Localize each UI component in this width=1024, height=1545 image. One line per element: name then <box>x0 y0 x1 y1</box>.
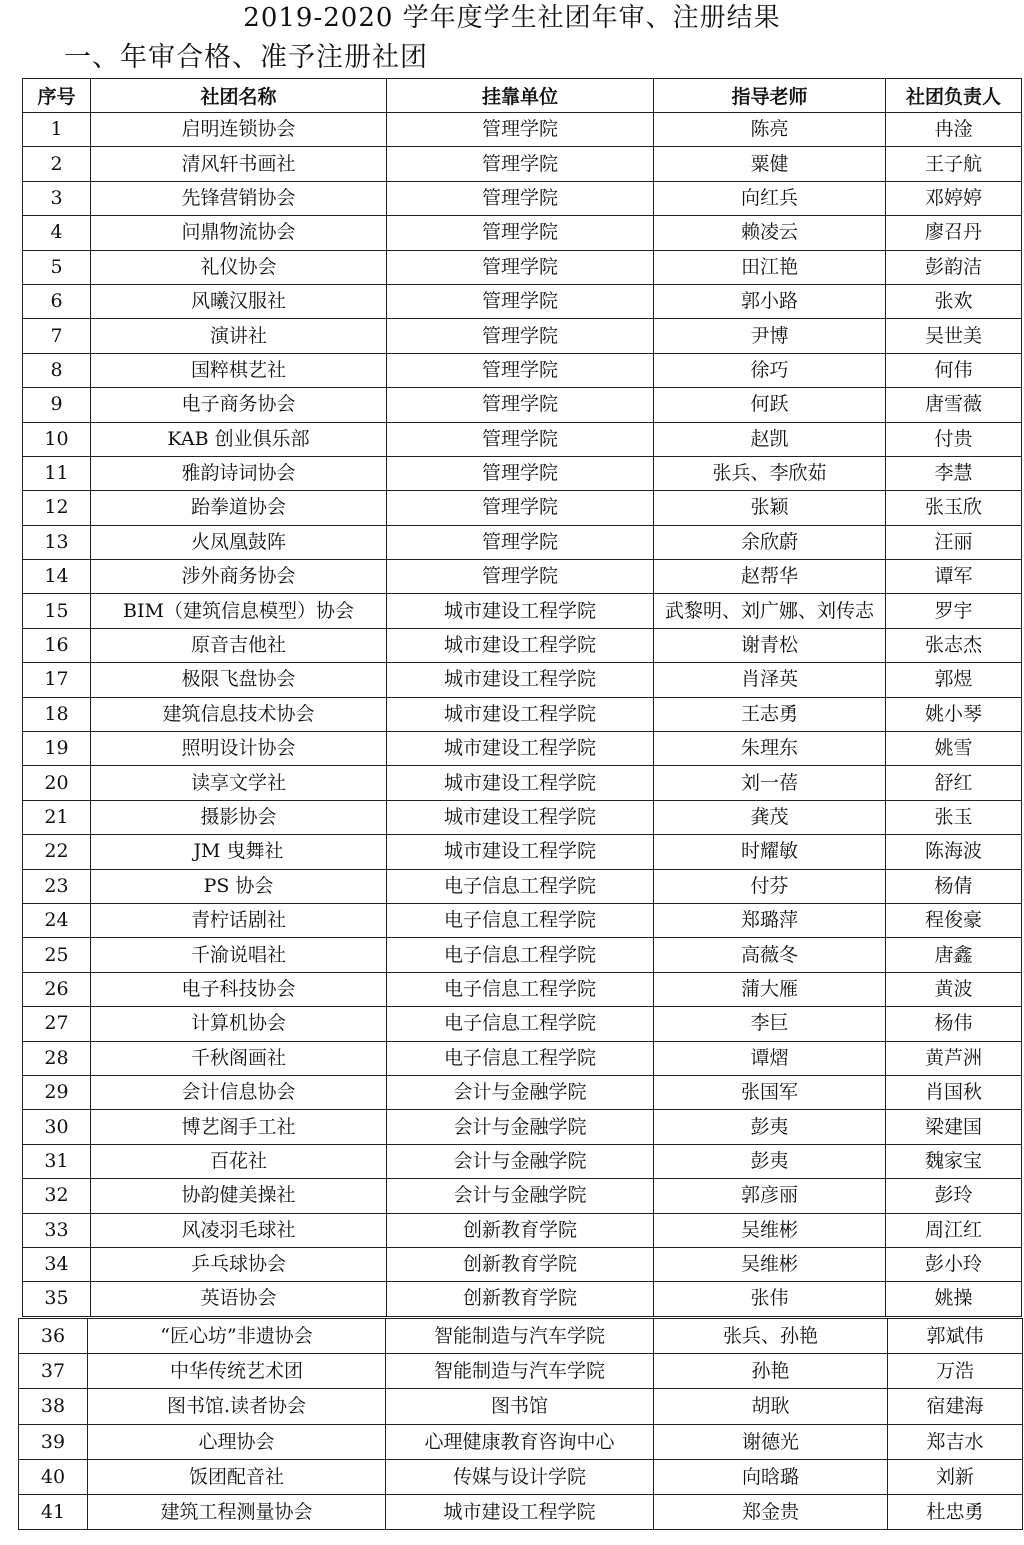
cell-affiliation: 城市建设工程学院 <box>387 835 654 869</box>
cell-leader: 付贵 <box>886 422 1022 456</box>
cell-index: 18 <box>23 697 91 731</box>
cell-club-name: 中华传统艺术团 <box>88 1354 386 1389</box>
cell-affiliation: 图书馆 <box>386 1389 654 1424</box>
cell-index: 10 <box>23 422 91 456</box>
cell-affiliation: 管理学院 <box>387 250 654 284</box>
cell-advisor: 郑金贵 <box>654 1494 888 1529</box>
cell-leader: 张志杰 <box>886 628 1022 662</box>
cell-club-name: PS 协会 <box>91 869 387 903</box>
cell-advisor: 赵凯 <box>654 422 886 456</box>
cell-club-name: 计算机协会 <box>91 1007 387 1041</box>
cell-affiliation: 管理学院 <box>387 560 654 594</box>
cell-club-name: 百花社 <box>91 1144 387 1178</box>
table-row <box>23 766 1022 800</box>
cell-affiliation: 会计与金融学院 <box>387 1144 654 1178</box>
cell-club-name: 问鼎物流协会 <box>91 216 387 250</box>
cell-affiliation: 城市建设工程学院 <box>387 663 654 697</box>
cell-affiliation: 心理健康教育咨询中心 <box>386 1424 654 1459</box>
cell-advisor: 郭彦丽 <box>654 1179 886 1213</box>
cell-affiliation: 管理学院 <box>387 456 654 490</box>
table-row <box>23 663 1022 697</box>
cell-club-name: 先锋营销协会 <box>91 181 387 215</box>
cell-index: 9 <box>23 388 91 422</box>
cell-affiliation: 管理学院 <box>387 525 654 559</box>
cell-affiliation: 传媒与设计学院 <box>386 1459 654 1494</box>
cell-affiliation: 管理学院 <box>387 353 654 387</box>
table-row <box>23 1041 1022 1075</box>
cell-index: 41 <box>19 1494 88 1529</box>
cell-index: 13 <box>23 525 91 559</box>
table-row <box>23 835 1022 869</box>
cell-leader: 王子航 <box>886 147 1022 181</box>
table-row <box>23 422 1022 456</box>
cell-affiliation: 管理学院 <box>387 113 654 147</box>
cell-advisor: 肖泽英 <box>654 663 886 697</box>
cell-affiliation: 电子信息工程学院 <box>387 869 654 903</box>
cell-index: 8 <box>23 353 91 387</box>
table-header-row <box>23 79 1022 113</box>
cell-leader: 杨倩 <box>886 869 1022 903</box>
cell-index: 14 <box>23 560 91 594</box>
table-row <box>19 1424 1023 1459</box>
cell-advisor: 张兵、李欣茹 <box>654 456 886 490</box>
cell-advisor: 余欣蔚 <box>654 525 886 559</box>
cell-leader: 张欢 <box>886 284 1022 318</box>
cell-advisor: 刘一蓓 <box>654 766 886 800</box>
cell-index: 24 <box>23 903 91 937</box>
cell-advisor: 田江艳 <box>654 250 886 284</box>
cell-index: 26 <box>23 972 91 1006</box>
cell-leader: 刘新 <box>888 1459 1023 1494</box>
cell-club-name: 国粹棋艺社 <box>91 353 387 387</box>
cell-club-name: 清风轩书画社 <box>91 147 387 181</box>
header-index: 序号 <box>23 79 91 113</box>
cell-advisor: 郭小路 <box>654 284 886 318</box>
cell-leader: 李慧 <box>886 456 1022 490</box>
cell-index: 6 <box>23 284 91 318</box>
table-row <box>23 697 1022 731</box>
cell-affiliation: 创新教育学院 <box>387 1282 654 1316</box>
cell-leader: 杜忠勇 <box>888 1494 1023 1529</box>
cell-club-name: 乒乓球协会 <box>91 1247 387 1281</box>
cell-club-name: 会计信息协会 <box>91 1075 387 1109</box>
cell-leader: 汪丽 <box>886 525 1022 559</box>
cell-affiliation: 管理学院 <box>387 147 654 181</box>
cell-club-name: 涉外商务协会 <box>91 560 387 594</box>
table-row <box>23 1110 1022 1144</box>
cell-affiliation: 会计与金融学院 <box>387 1179 654 1213</box>
cell-index: 37 <box>19 1354 88 1389</box>
cell-club-name: 跆拳道协会 <box>91 491 387 525</box>
cell-index: 19 <box>23 732 91 766</box>
cell-club-name: 读享文学社 <box>91 766 387 800</box>
cell-club-name: 心理协会 <box>88 1424 386 1459</box>
table-row <box>23 594 1022 628</box>
table-row <box>19 1494 1023 1529</box>
cell-advisor: 高薇冬 <box>654 938 886 972</box>
cell-club-name: “匠心坊”非遗协会 <box>88 1319 386 1354</box>
table-row <box>23 938 1022 972</box>
cell-leader: 姚小琴 <box>886 697 1022 731</box>
cell-leader: 程俊豪 <box>886 903 1022 937</box>
cell-affiliation: 智能制造与汽车学院 <box>386 1319 654 1354</box>
cell-club-name: 博艺阁手工社 <box>91 1110 387 1144</box>
cell-club-name: BIM（建筑信息模型）协会 <box>91 594 387 628</box>
cell-club-name: 建筑工程测量协会 <box>88 1494 386 1529</box>
cell-index: 39 <box>19 1424 88 1459</box>
cell-leader: 周江红 <box>886 1213 1022 1247</box>
cell-index: 30 <box>23 1110 91 1144</box>
cell-affiliation: 创新教育学院 <box>387 1247 654 1281</box>
cell-affiliation: 电子信息工程学院 <box>387 903 654 937</box>
cell-index: 12 <box>23 491 91 525</box>
table-row <box>23 216 1022 250</box>
cell-club-name: 电子商务协会 <box>91 388 387 422</box>
cell-advisor: 吴维彬 <box>654 1247 886 1281</box>
cell-club-name: 建筑信息技术协会 <box>91 697 387 731</box>
cell-leader: 郭斌伟 <box>888 1319 1023 1354</box>
table-row <box>23 628 1022 662</box>
table-row <box>23 147 1022 181</box>
cell-advisor: 朱理东 <box>654 732 886 766</box>
table-row <box>23 1007 1022 1041</box>
cell-index: 4 <box>23 216 91 250</box>
cell-advisor: 彭夷 <box>654 1144 886 1178</box>
cell-leader: 杨伟 <box>886 1007 1022 1041</box>
cell-index: 17 <box>23 663 91 697</box>
cell-affiliation: 管理学院 <box>387 284 654 318</box>
table-row <box>23 560 1022 594</box>
table-row <box>23 353 1022 387</box>
cell-club-name: 饭团配音社 <box>88 1459 386 1494</box>
cell-club-name: 原音吉他社 <box>91 628 387 662</box>
table-row <box>23 181 1022 215</box>
table-row <box>23 972 1022 1006</box>
cell-affiliation: 城市建设工程学院 <box>387 594 654 628</box>
cell-leader: 陈海波 <box>886 835 1022 869</box>
table-row <box>23 491 1022 525</box>
cell-leader: 廖召丹 <box>886 216 1022 250</box>
cell-advisor: 谢德光 <box>654 1424 888 1459</box>
cell-advisor: 武黎明、刘广娜、刘传志 <box>654 594 886 628</box>
table-row <box>23 525 1022 559</box>
table-row <box>23 869 1022 903</box>
cell-advisor: 吴维彬 <box>654 1213 886 1247</box>
cell-affiliation: 创新教育学院 <box>387 1213 654 1247</box>
club-table-part1 <box>22 78 1022 1317</box>
cell-advisor: 郑璐萍 <box>654 903 886 937</box>
cell-club-name: KAB 创业俱乐部 <box>91 422 387 456</box>
cell-advisor: 张伟 <box>654 1282 886 1316</box>
page-title: 2019-2020 学年度学生社团年审、注册结果 <box>243 3 781 33</box>
cell-index: 34 <box>23 1247 91 1281</box>
cell-club-name: 协韵健美操社 <box>91 1179 387 1213</box>
cell-leader: 魏家宝 <box>886 1144 1022 1178</box>
cell-advisor: 时耀敏 <box>654 835 886 869</box>
cell-affiliation: 城市建设工程学院 <box>387 766 654 800</box>
cell-advisor: 孙艳 <box>654 1354 888 1389</box>
cell-club-name: 电子科技协会 <box>91 972 387 1006</box>
cell-leader: 梁建国 <box>886 1110 1022 1144</box>
cell-club-name: JM 曳舞社 <box>91 835 387 869</box>
cell-club-name: 千秋阁画社 <box>91 1041 387 1075</box>
header-advisor: 指导老师 <box>654 79 886 113</box>
table-row <box>23 1075 1022 1109</box>
cell-leader: 张玉欣 <box>886 491 1022 525</box>
cell-leader: 舒红 <box>886 766 1022 800</box>
cell-affiliation: 电子信息工程学院 <box>387 1007 654 1041</box>
cell-club-name: 礼仪协会 <box>91 250 387 284</box>
cell-index: 36 <box>19 1319 88 1354</box>
header-affiliation: 挂靠单位 <box>387 79 654 113</box>
cell-affiliation: 电子信息工程学院 <box>387 1041 654 1075</box>
cell-leader: 彭玲 <box>886 1179 1022 1213</box>
cell-leader: 宿建海 <box>888 1389 1023 1424</box>
table-row <box>23 113 1022 147</box>
cell-leader: 郑吉水 <box>888 1424 1023 1459</box>
cell-leader: 唐雪薇 <box>886 388 1022 422</box>
cell-leader: 何伟 <box>886 353 1022 387</box>
section-heading: 一、年审合格、准予注册社团 <box>64 42 428 73</box>
table-row <box>23 284 1022 318</box>
cell-leader: 郭煜 <box>886 663 1022 697</box>
cell-affiliation: 管理学院 <box>387 422 654 456</box>
cell-index: 7 <box>23 319 91 353</box>
cell-affiliation: 管理学院 <box>387 491 654 525</box>
cell-index: 20 <box>23 766 91 800</box>
cell-affiliation: 会计与金融学院 <box>387 1110 654 1144</box>
cell-advisor: 付芬 <box>654 869 886 903</box>
club-table-part2 <box>18 1318 1023 1530</box>
cell-advisor: 何跃 <box>654 388 886 422</box>
cell-index: 2 <box>23 147 91 181</box>
cell-advisor: 向晗璐 <box>654 1459 888 1494</box>
cell-affiliation: 管理学院 <box>387 319 654 353</box>
cell-advisor: 赖凌云 <box>654 216 886 250</box>
table-row <box>23 456 1022 490</box>
cell-advisor: 尹博 <box>654 319 886 353</box>
cell-index: 31 <box>23 1144 91 1178</box>
table-row <box>19 1389 1023 1424</box>
cell-advisor: 李巨 <box>654 1007 886 1041</box>
cell-club-name: 照明设计协会 <box>91 732 387 766</box>
cell-leader: 姚雪 <box>886 732 1022 766</box>
table-row <box>23 1144 1022 1178</box>
table-row <box>23 388 1022 422</box>
cell-advisor: 粟健 <box>654 147 886 181</box>
cell-index: 38 <box>19 1389 88 1424</box>
cell-index: 23 <box>23 869 91 903</box>
cell-affiliation: 城市建设工程学院 <box>387 732 654 766</box>
cell-leader: 黄芦洲 <box>886 1041 1022 1075</box>
table-row <box>23 732 1022 766</box>
cell-advisor: 张兵、孙艳 <box>654 1319 888 1354</box>
cell-index: 16 <box>23 628 91 662</box>
cell-leader: 谭军 <box>886 560 1022 594</box>
cell-advisor: 张国军 <box>654 1075 886 1109</box>
cell-advisor: 胡耿 <box>654 1389 888 1424</box>
table-row <box>23 1247 1022 1281</box>
cell-advisor: 王志勇 <box>654 697 886 731</box>
table-row <box>19 1354 1023 1389</box>
table-row <box>23 903 1022 937</box>
cell-affiliation: 智能制造与汽车学院 <box>386 1354 654 1389</box>
cell-advisor: 向红兵 <box>654 181 886 215</box>
cell-leader: 冉淦 <box>886 113 1022 147</box>
cell-affiliation: 城市建设工程学院 <box>386 1494 654 1529</box>
cell-leader: 邓婷婷 <box>886 181 1022 215</box>
cell-affiliation: 电子信息工程学院 <box>387 938 654 972</box>
cell-index: 35 <box>23 1282 91 1316</box>
cell-club-name: 图书馆.读者协会 <box>88 1389 386 1424</box>
cell-affiliation: 城市建设工程学院 <box>387 697 654 731</box>
cell-leader: 姚操 <box>886 1282 1022 1316</box>
cell-advisor: 彭夷 <box>654 1110 886 1144</box>
cell-club-name: 风曦汉服社 <box>91 284 387 318</box>
cell-index: 3 <box>23 181 91 215</box>
cell-advisor: 赵帮华 <box>654 560 886 594</box>
cell-club-name: 雅韵诗词协会 <box>91 456 387 490</box>
cell-index: 5 <box>23 250 91 284</box>
cell-club-name: 启明连锁协会 <box>91 113 387 147</box>
header-club-name: 社团名称 <box>91 79 387 113</box>
table-row <box>23 250 1022 284</box>
cell-index: 40 <box>19 1459 88 1494</box>
cell-affiliation: 会计与金融学院 <box>387 1075 654 1109</box>
cell-index: 11 <box>23 456 91 490</box>
table-row <box>23 1179 1022 1213</box>
cell-club-name: 火凤凰鼓阵 <box>91 525 387 559</box>
cell-leader: 黄波 <box>886 972 1022 1006</box>
cell-club-name: 英语协会 <box>91 1282 387 1316</box>
cell-club-name: 摄影协会 <box>91 800 387 834</box>
cell-index: 32 <box>23 1179 91 1213</box>
cell-advisor: 龚茂 <box>654 800 886 834</box>
table-row <box>23 1213 1022 1247</box>
cell-advisor: 徐巧 <box>654 353 886 387</box>
cell-leader: 肖国秋 <box>886 1075 1022 1109</box>
cell-advisor: 蒲大雁 <box>654 972 886 1006</box>
cell-index: 1 <box>23 113 91 147</box>
cell-index: 28 <box>23 1041 91 1075</box>
cell-index: 22 <box>23 835 91 869</box>
cell-index: 15 <box>23 594 91 628</box>
cell-index: 29 <box>23 1075 91 1109</box>
cell-club-name: 演讲社 <box>91 319 387 353</box>
cell-club-name: 风凌羽毛球社 <box>91 1213 387 1247</box>
cell-leader: 万浩 <box>888 1354 1023 1389</box>
cell-advisor: 谢青松 <box>654 628 886 662</box>
table-row <box>23 1282 1022 1316</box>
header-leader: 社团负责人 <box>886 79 1022 113</box>
cell-index: 33 <box>23 1213 91 1247</box>
cell-leader: 吴世美 <box>886 319 1022 353</box>
cell-affiliation: 城市建设工程学院 <box>387 800 654 834</box>
cell-affiliation: 管理学院 <box>387 181 654 215</box>
cell-advisor: 谭熠 <box>654 1041 886 1075</box>
cell-advisor: 陈亮 <box>654 113 886 147</box>
cell-advisor: 张颖 <box>654 491 886 525</box>
cell-leader: 张玉 <box>886 800 1022 834</box>
table-row <box>19 1459 1023 1494</box>
table-row <box>19 1319 1023 1354</box>
cell-club-name: 青柠话剧社 <box>91 903 387 937</box>
cell-club-name: 千渝说唱社 <box>91 938 387 972</box>
table-row <box>23 319 1022 353</box>
cell-index: 27 <box>23 1007 91 1041</box>
cell-leader: 彭小玲 <box>886 1247 1022 1281</box>
table-row <box>23 800 1022 834</box>
cell-index: 21 <box>23 800 91 834</box>
cell-club-name: 极限飞盘协会 <box>91 663 387 697</box>
cell-affiliation: 管理学院 <box>387 216 654 250</box>
cell-affiliation: 管理学院 <box>387 388 654 422</box>
cell-leader: 罗宇 <box>886 594 1022 628</box>
cell-leader: 彭韵洁 <box>886 250 1022 284</box>
cell-index: 25 <box>23 938 91 972</box>
cell-leader: 唐鑫 <box>886 938 1022 972</box>
cell-affiliation: 电子信息工程学院 <box>387 972 654 1006</box>
cell-affiliation: 城市建设工程学院 <box>387 628 654 662</box>
